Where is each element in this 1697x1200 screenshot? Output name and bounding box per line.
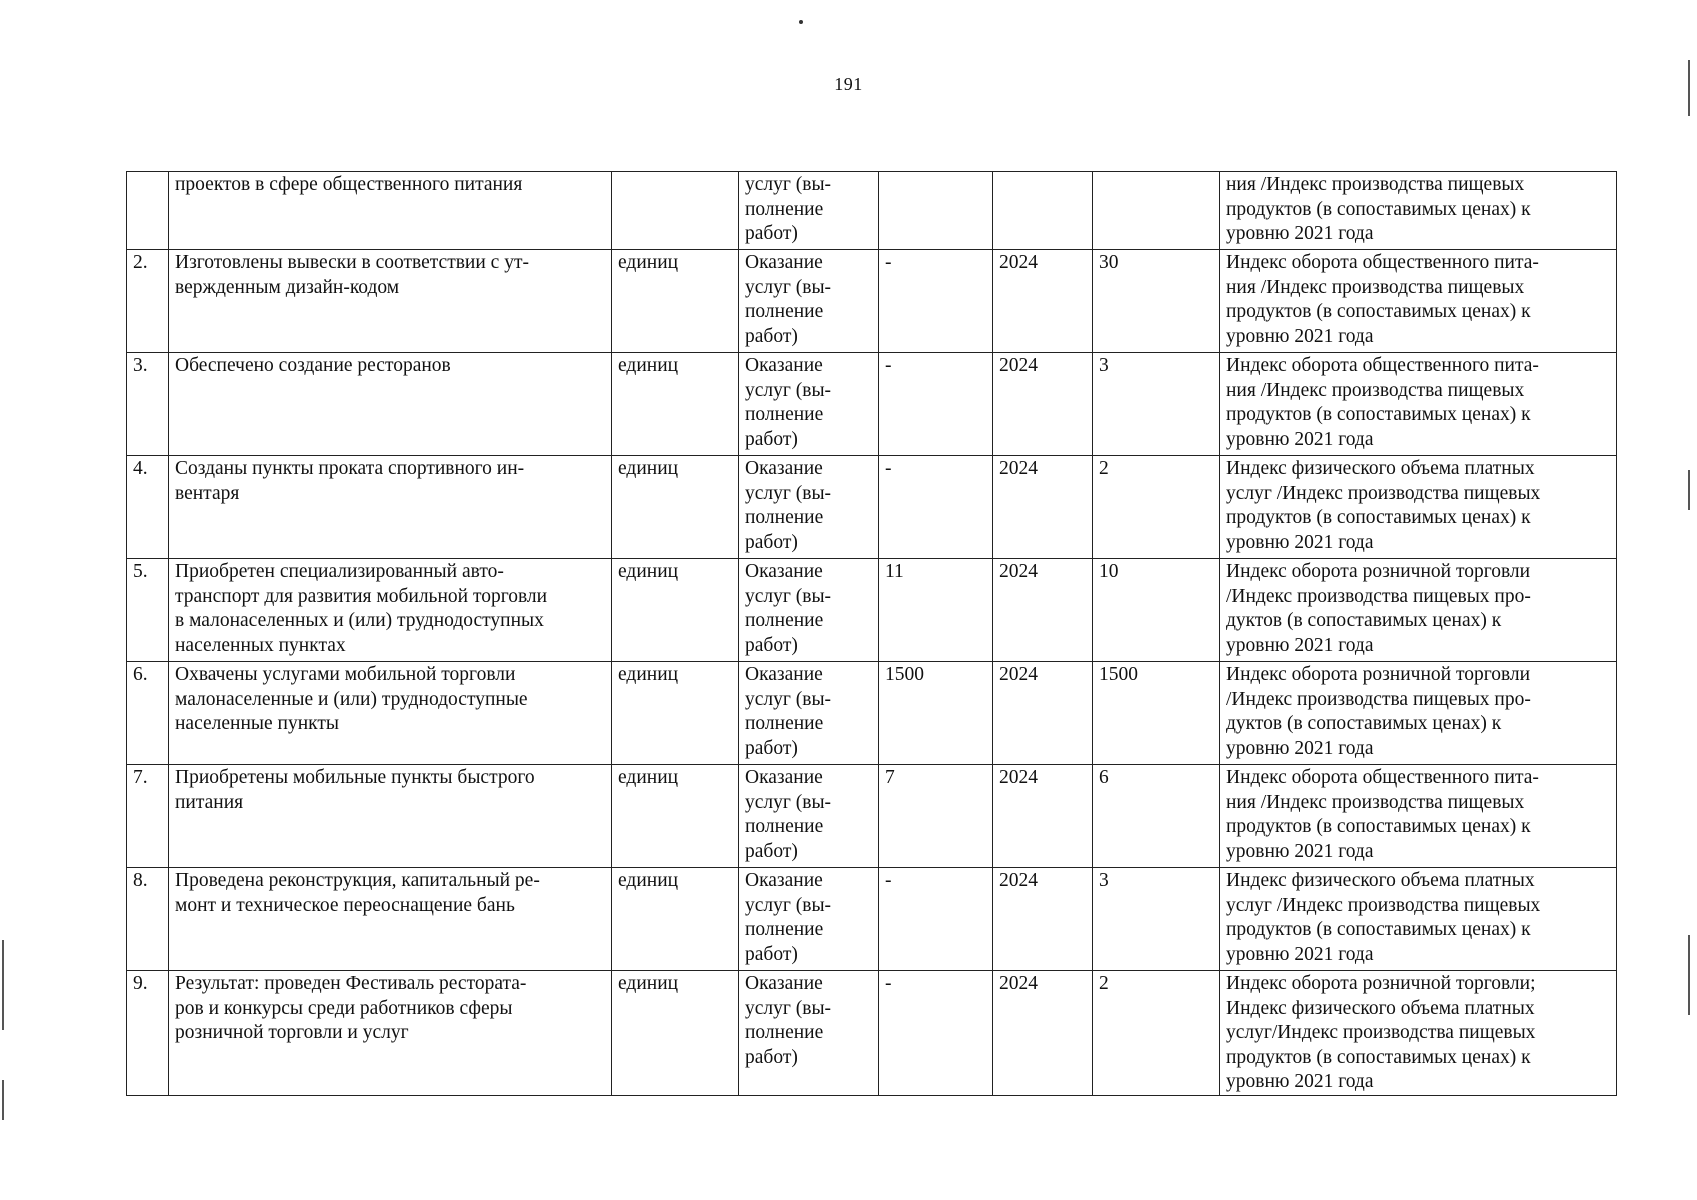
table-row [127,765,1617,868]
indicator-cell: Индекс физического объема платных услуг /Индекс производства пищевых продуктов (в сопоставимых ценах) к уровню 2021 года [1220,868,1617,971]
target-value-cell [1093,172,1220,250]
target-value-cell: 30 [1093,250,1220,353]
scan-edge-mark [1688,935,1690,1015]
result-type-cell: Оказание услуг (вы- полнение работ) [739,662,879,765]
year-cell: 2024 [993,456,1093,559]
result-type-cell: Оказание услуг (вы- полнение работ) [739,765,879,868]
result-name-cell: Результат: проведен Фестиваль рестората- ров и конкурсы среди работников сферы розничной торговли и услуг [169,971,612,1096]
year-cell: 2024 [993,662,1093,765]
table-row [127,456,1617,559]
year-cell: 2024 [993,765,1093,868]
indicator-cell: Индекс оборота розничной торговли; Индекс физического объема платных услуг/Индекс производства пищевых продуктов (в сопоставимых ценах) к уровню 2021 года [1220,971,1617,1096]
base-value-cell: 11 [879,559,993,662]
indicator-cell: Индекс физического объема платных услуг /Индекс производства пищевых продуктов (в сопоставимых ценах) к уровню 2021 года [1220,456,1617,559]
result-name-cell: Обеспечено создание ресторанов [169,353,612,456]
scan-edge-mark [2,940,4,1030]
row-number-cell: 2. [127,250,169,353]
row-number-cell: 3. [127,353,169,456]
target-value-cell: 2 [1093,971,1220,1096]
row-number-cell: 6. [127,662,169,765]
table-row [127,868,1617,971]
year-cell: 2024 [993,353,1093,456]
indicator-cell: Индекс оборота общественного пита- ния /Индекс производства пищевых продуктов (в сопоставимых ценах) к уровню 2021 года [1220,353,1617,456]
base-value-cell: - [879,971,993,1096]
base-value-cell: - [879,250,993,353]
result-name-cell: Изготовлены вывески в соответствии с ут- вержденным дизайн-кодом [169,250,612,353]
unit-cell: единиц [612,353,739,456]
target-value-cell: 2 [1093,456,1220,559]
row-number-cell: 7. [127,765,169,868]
year-cell: 2024 [993,250,1093,353]
base-value-cell: 1500 [879,662,993,765]
row-number-cell: 4. [127,456,169,559]
target-value-cell: 1500 [1093,662,1220,765]
unit-cell: единиц [612,662,739,765]
result-name-cell: Охвачены услугами мобильной торговли малонаселенные и (или) труднодоступные населенные пункты [169,662,612,765]
base-value-cell: 7 [879,765,993,868]
table-row [127,353,1617,456]
results-table [126,171,1617,1096]
target-value-cell: 10 [1093,559,1220,662]
table-row-continuation [127,172,1617,250]
year-cell [993,172,1093,250]
target-value-cell: 3 [1093,353,1220,456]
indicator-cell: Индекс оборота общественного пита- ния /Индекс производства пищевых продуктов (в сопоставимых ценах) к уровню 2021 года [1220,765,1617,868]
year-cell: 2024 [993,559,1093,662]
indicator-cell: Индекс оборота розничной торговли /Индекс производства пищевых про- дуктов (в сопоставимых ценах) к уровню 2021 года [1220,662,1617,765]
result-name-cell: Проведена реконструкция, капитальный ре- монт и техническое переоснащение бань [169,868,612,971]
result-type-cell: Оказание услуг (вы- полнение работ) [739,971,879,1096]
result-name-cell: Приобретен специализированный авто- транспорт для развития мобильной торговли в малонаселенных и (или) труднодоступных населенных пунктах [169,559,612,662]
table-row [127,559,1617,662]
row-number-cell [127,172,169,250]
results-table-body [127,172,1617,1096]
page-number: 191 [834,74,863,94]
result-name-cell: Приобретены мобильные пункты быстрого питания [169,765,612,868]
result-type-cell: Оказание услуг (вы- полнение работ) [739,456,879,559]
unit-cell [612,172,739,250]
table-row [127,250,1617,353]
result-name-cell: проектов в сфере общественного питания [169,172,612,250]
base-value-cell [879,172,993,250]
indicator-cell: Индекс оборота розничной торговли /Индекс производства пищевых про- дуктов (в сопоставимых ценах) к уровню 2021 года [1220,559,1617,662]
indicator-cell: Индекс оборота общественного пита- ния /Индекс производства пищевых продуктов (в сопоставимых ценах) к уровню 2021 года [1220,250,1617,353]
scan-artifact-dot [799,20,803,24]
row-number-cell: 9. [127,971,169,1096]
table-row [127,971,1617,1096]
base-value-cell: - [879,868,993,971]
target-value-cell: 3 [1093,868,1220,971]
unit-cell: единиц [612,868,739,971]
result-type-cell: Оказание услуг (вы- полнение работ) [739,559,879,662]
target-value-cell: 6 [1093,765,1220,868]
result-type-cell: Оказание услуг (вы- полнение работ) [739,250,879,353]
result-name-cell: Созданы пункты проката спортивного ин- вентаря [169,456,612,559]
scan-edge-mark [1688,470,1690,510]
result-type-cell: услуг (вы- полнение работ) [739,172,879,250]
unit-cell: единиц [612,456,739,559]
indicator-cell: ния /Индекс производства пищевых продуктов (в сопоставимых ценах) к уровню 2021 года [1220,172,1617,250]
row-number-cell: 5. [127,559,169,662]
year-cell: 2024 [993,868,1093,971]
unit-cell: единиц [612,765,739,868]
result-type-cell: Оказание услуг (вы- полнение работ) [739,868,879,971]
table-row [127,662,1617,765]
unit-cell: единиц [612,250,739,353]
unit-cell: единиц [612,971,739,1096]
result-type-cell: Оказание услуг (вы- полнение работ) [739,353,879,456]
scan-edge-mark [2,1080,4,1120]
base-value-cell: - [879,456,993,559]
base-value-cell: - [879,353,993,456]
year-cell: 2024 [993,971,1093,1096]
unit-cell: единиц [612,559,739,662]
row-number-cell: 8. [127,868,169,971]
